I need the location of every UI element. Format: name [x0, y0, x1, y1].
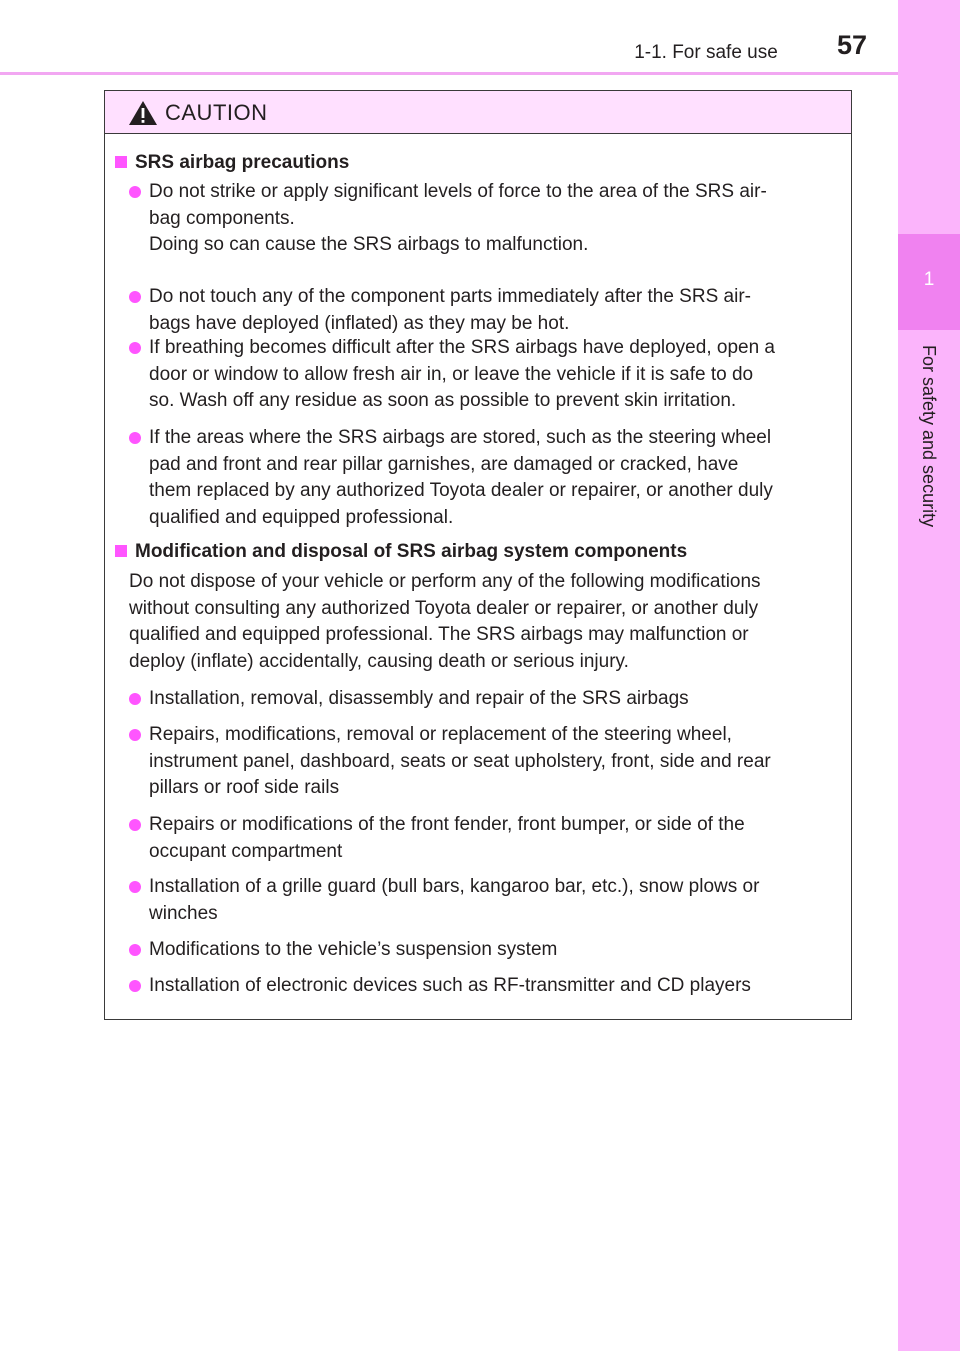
- square-bullet-icon: [115, 545, 127, 557]
- section-heading: SRS airbag precautions: [115, 151, 349, 175]
- round-bullet-icon: [129, 291, 141, 303]
- round-bullet-icon: [129, 342, 141, 354]
- list-item: If breathing becomes difficult after the SRS airbags have deployed, open a door or window to allow fresh air in, or leave the vehicle if it is safe to do so. Wash off any residue as soon as possible to prevent skin irritation.: [129, 335, 846, 415]
- list-item: Modifications to the vehicle’s suspension system: [129, 937, 846, 964]
- chapter-side-tab: [898, 0, 960, 1351]
- section-heading: Modification and disposal of SRS airbag system components: [115, 540, 687, 564]
- list-item: Repairs or modifications of the front fender, front bumper, or side of the occupant compartment: [129, 812, 846, 865]
- warning-triangle-icon: [127, 99, 159, 127]
- list-item: Repairs, modifications, removal or replacement of the steering wheel, instrument panel, dashboard, seats or seat upholstery, front, side and rear pillars or roof side rails: [129, 722, 846, 802]
- page-number: 57: [836, 30, 868, 60]
- section-title: 1-1. For safe use: [634, 42, 778, 63]
- section-intro: Do not dispose of your vehicle or perform any of the following modifications without consulting any authorized Toyota dealer or repairer, or another duly qualified and equipped professional. The SRS airbags may malfunction or deploy (inflate) accidentally, causing death or serious injury.: [129, 571, 761, 672]
- list-item: If the areas where the SRS airbags are stored, such as the steering wheel pad and front and rear pillar garnishes, are damaged or cracked, have them replaced by any authorized Toyota dealer or repairer, or another duly qualified and equipped professional.: [129, 425, 846, 531]
- caution-title: CAUTION: [165, 100, 268, 125]
- chapter-label: For safety and security: [919, 345, 939, 528]
- round-bullet-icon: [129, 881, 141, 893]
- round-bullet-icon: [129, 980, 141, 992]
- square-bullet-icon: [115, 156, 127, 168]
- list-item: Installation of a grille guard (bull bars, kangaroo bar, etc.), snow plows or winches: [129, 874, 846, 927]
- caution-header: [105, 91, 851, 134]
- round-bullet-icon: [129, 729, 141, 741]
- list-item: Installation, removal, disassembly and repair of the SRS airbags: [129, 686, 846, 713]
- round-bullet-icon: [129, 944, 141, 956]
- round-bullet-icon: [129, 186, 141, 198]
- list-item: Installation of electronic devices such as RF-transmitter and CD players: [129, 973, 846, 1000]
- round-bullet-icon: [129, 693, 141, 705]
- round-bullet-icon: [129, 819, 141, 831]
- header-rule: [0, 72, 898, 75]
- round-bullet-icon: [129, 432, 141, 444]
- chapter-number: 1: [923, 269, 935, 290]
- chapter-number-tab[interactable]: [898, 234, 960, 330]
- list-item: Do not touch any of the component parts immediately after the SRS air- bags have deployed (inflated) as they may be hot.: [129, 284, 846, 337]
- caution-box: [104, 90, 852, 1020]
- list-item: Do not strike or apply significant levels of force to the area of the SRS air- bag components. Doing so can cause the SRS airbags to malfunction.: [129, 179, 846, 259]
